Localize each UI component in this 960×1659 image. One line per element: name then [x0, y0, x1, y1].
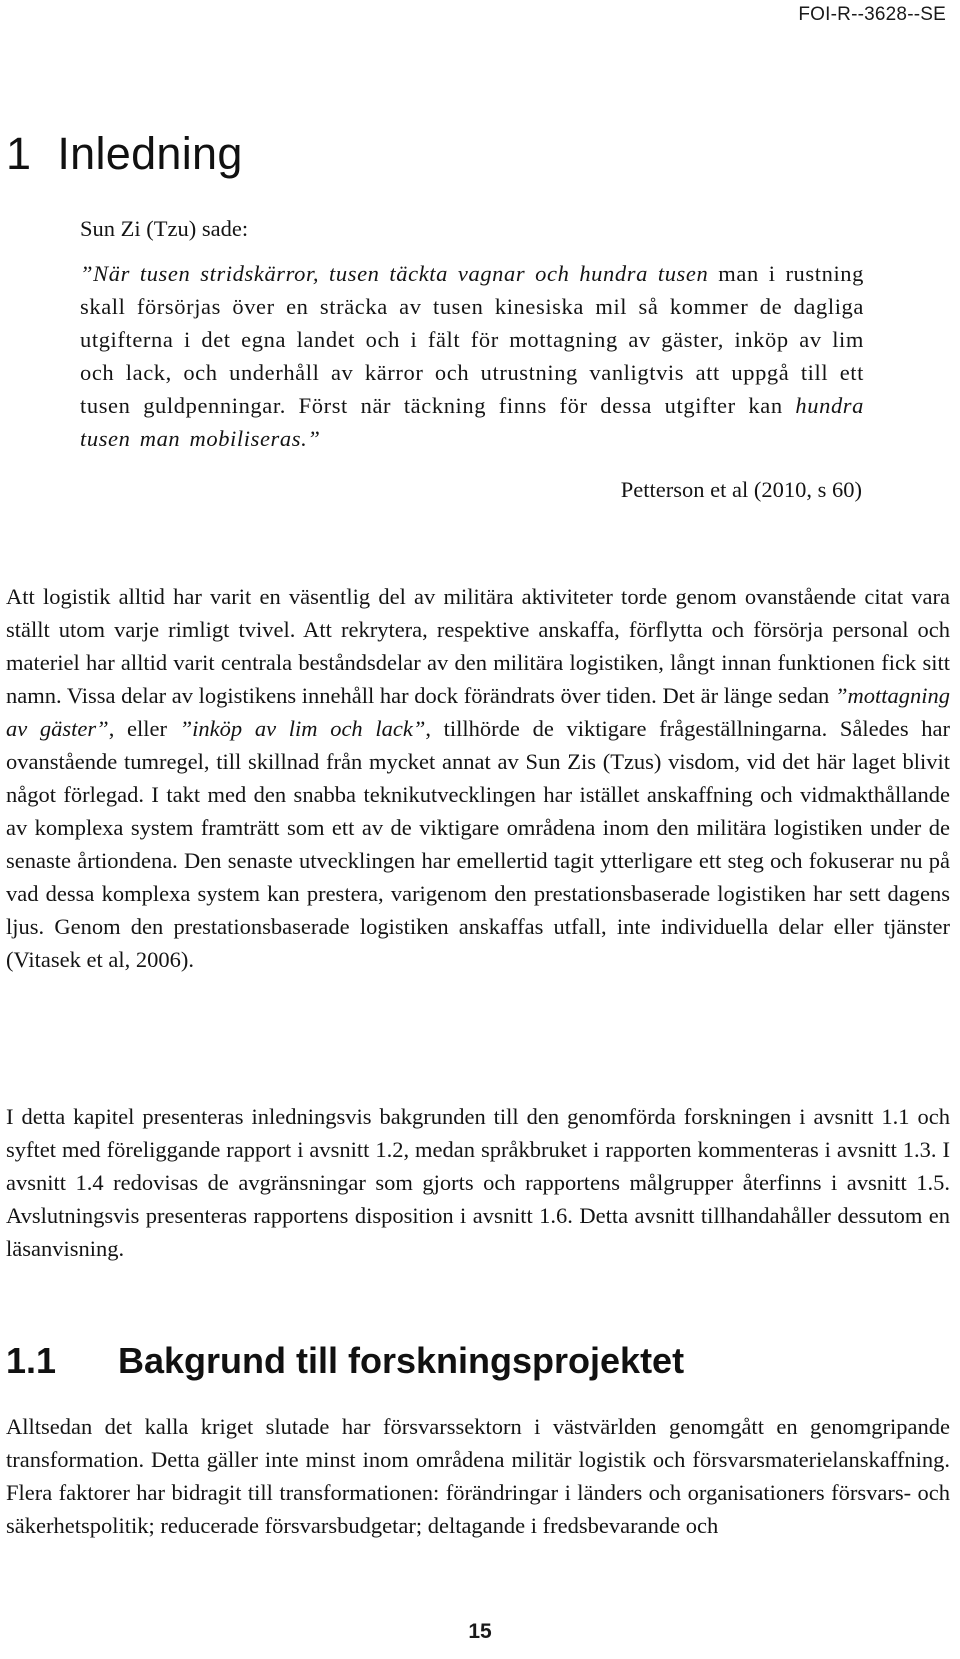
chapter-heading	[6, 128, 243, 180]
quote-close-mark: ”	[307, 426, 321, 451]
paragraph-3-text: Alltsedan det kalla kriget slutade har försvarssektorn i västvärlden genomgått en genomgripande transformation. Detta gäller inte minst inom områdena militär logistik och försvarsmaterielanskaffning. Flera faktorer har bidragit till transformationen: förändringar i länders och organisationers försvars- och säkerhetspolitik; reducerade försvarsbudgetar; deltagande i fredsbevarande och	[6, 1414, 950, 1538]
page-number: 15	[468, 1620, 492, 1643]
epigraph-attribution: Petterson et al (2010, s 60)	[620, 477, 862, 502]
chapter-title: Inledning	[57, 128, 243, 179]
epigraph-intro: Sun Zi (Tzu) sade:	[80, 216, 249, 241]
chapter-number: 1	[6, 128, 32, 179]
report-id: FOI-R--3628--SE	[798, 4, 946, 25]
section-number: 1.1	[6, 1340, 57, 1381]
quote-body: man i rustning skall försörjas över en sträcka av tusen kinesiska mil så kommer de dagliga utgifterna i det egna landet och i fält för mottagning av gäster, inköp av lim och lack, och underhåll av kärror och utrustning vanligtvis att uppgå till ett tusen guldpenningar. Först när täckning finns för dessa utgifter kan	[80, 261, 864, 418]
paragraph-2-text: I detta kapitel presenteras inledningsvis bakgrunden till den genomförda forskningen i avsnitt 1.1 och syftet med föreliggande rapport i avsnitt 1.2, medan språkbruket i rapporten kommenteras i avsnitt 1.3. I avsnitt 1.4 redovisas de avgränsningar som gjorts och rapportens målgrupper återfinns i avsnitt 1.5. Avslutningsvis presenteras rapportens disposition i avsnitt 1.6. Detta avsnitt tillhandahåller dessutom en läsanvisning.	[6, 1104, 950, 1261]
paragraph-1-part-2: , eller	[108, 716, 180, 741]
paragraph-1-italic-2: ”inköp av lim och lack”	[179, 716, 426, 741]
paragraph-1	[6, 580, 950, 976]
paragraph-1-text	[6, 580, 950, 976]
paragraph-1-part-3: , tillhörde de viktigare frågeställningarna. Således har ovanstående tumregel, till skillnad från mycket annat av Sun Zis (Tzus) visdom, vid det här laget blivit något förlegad. I takt med den snabba teknikutvecklingen har istället anskaffning och vidmakthållande av komplexa system framträtt som ett av de viktigare områdena inom den militära logistiken under de senaste årtiondena. Den senaste utvecklingen har emellertid tagit ytterligare ett steg och fokuserar nu på vad dessa komplexa system kan prestera, varigenom den prestationsbaserade logistiken har sett dagens ljus. Genom den prestationsbaserade logistiken anskaffas utfall, inte individuella delar eller tjänster (Vitasek et al, 2006).	[6, 716, 951, 972]
quote-open-mark: ”	[80, 261, 94, 286]
section-heading	[6, 1340, 684, 1382]
paragraph-2	[6, 1100, 950, 1265]
paragraph-1-part-1: Att logistik alltid har varit en väsentlig del av militära aktiviteter torde genom ovanstående citat vara ställt utom varje rimligt tvivel. Att rekrytera, respektive anskaffa, förflytta och försörja personal och materiel har alltid varit centrala beståndsdelar av den militära logistiken, långt innan funktionen fick sitt namn. Vissa delar av logistikens innehåll har dock förändrats över tiden. Det är länge sedan	[6, 584, 950, 708]
epigraph-quote	[80, 257, 864, 455]
quote-italic-end: hundra tusen man mobiliseras.	[80, 393, 864, 451]
section-title: Bakgrund till forskningsprojektet	[118, 1340, 685, 1381]
paragraph-1-italic-1: ”mottagning av gäster”	[6, 683, 950, 741]
paragraph-3	[6, 1410, 950, 1542]
epigraph	[80, 212, 864, 506]
quote-italic-start: När tusen stridskärror, tusen täckta vagnar och hundra tusen	[93, 261, 709, 286]
